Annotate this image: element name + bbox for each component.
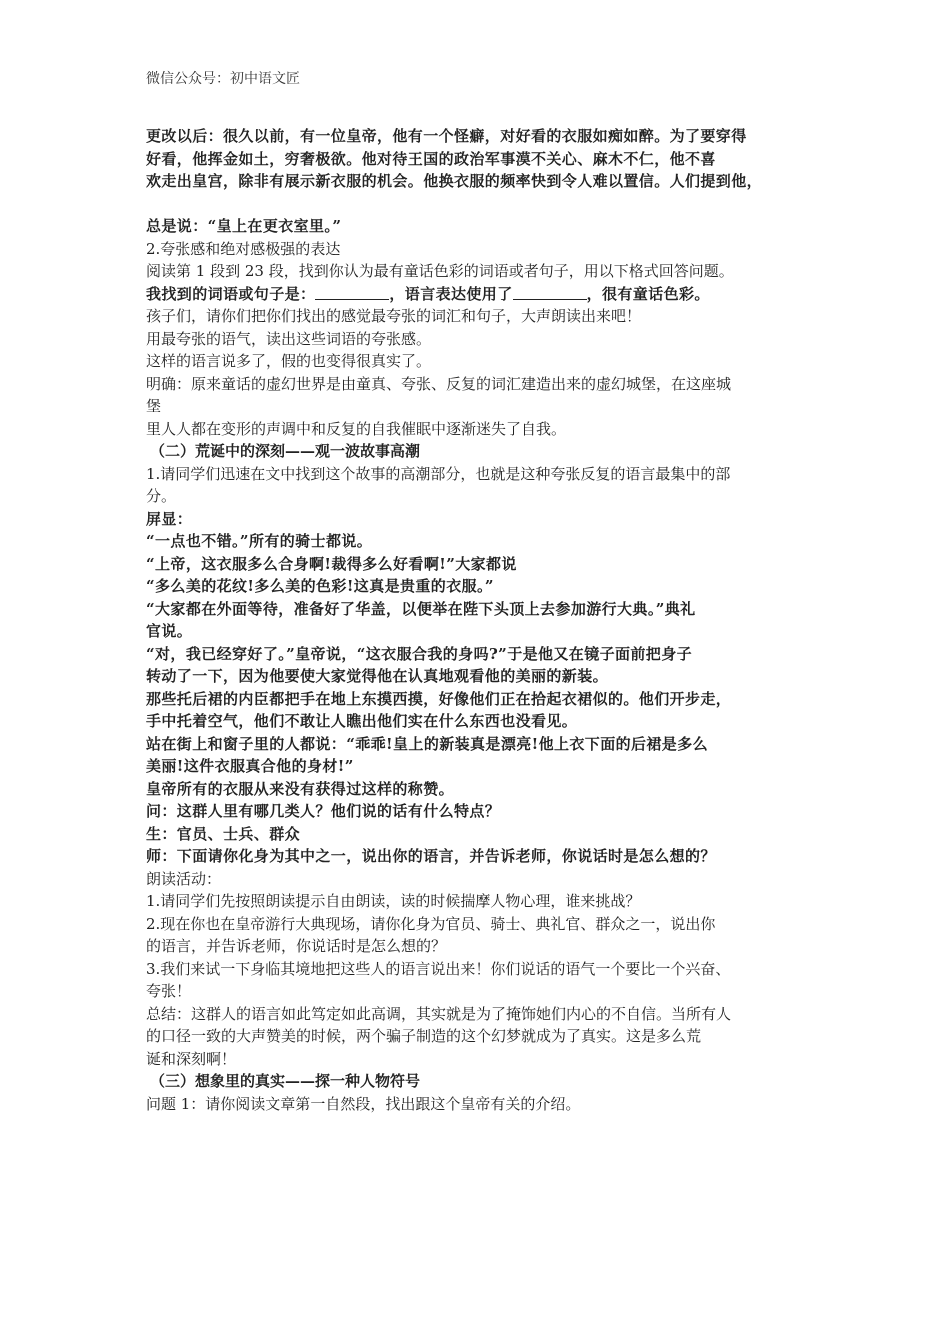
- text-line: 2.现在你也在皇帝游行大典现场，请你化身为官员、骑士、典礼官、群众之一，说出你: [146, 914, 716, 933]
- text-line: 这样的语言说多了，假的也变得很真实了。: [146, 352, 432, 370]
- section-heading: （三）想象里的真实——探一种人物符号: [150, 1072, 421, 1090]
- text-line: 分。: [146, 487, 177, 505]
- text-line: 那些托后裙的内臣都把手在地上东摸西摸，好像他们正在拾起衣裙似的。他们开步走，: [146, 689, 732, 708]
- text-line: 总是说：“皇上在更衣室里。”: [146, 217, 342, 235]
- text-line: 好看，他挥金如土，穷奢极欲。他对待王国的政治军事漠不关心、麻木不仁，他不喜: [146, 149, 716, 168]
- text-line: 堡: [146, 397, 162, 415]
- text-line: 3.我们来试一下身临其境地把这些人的语言说出来！你们说话的语气一个要比一个兴奋、: [146, 959, 731, 978]
- text-line: 朗读活动：: [146, 869, 222, 888]
- text-line: “大家都在外面等待，准备好了华盖，以便举在陛下头顶上去参加游行大典。”典礼: [146, 599, 696, 618]
- text-line: 皇帝所有的衣服从来没有获得过这样的称赞。: [146, 779, 455, 798]
- text-line: 站在街上和窗子里的人都说：“乖乖!皇上的新装真是漂亮!他上衣下面的后裙是多么: [146, 734, 709, 753]
- text-line: 欢走出皇宫，除非有展示新衣服的机会。他换衣服的频率快到令人难以置信。人们提到他，: [146, 172, 763, 190]
- text-line: 美丽!这件衣服真合他的身材!”: [146, 757, 354, 775]
- text-line: 诞和深刻啊！: [146, 1049, 237, 1068]
- section-heading: （二）荒诞中的深刻——观一波故事高潮: [150, 442, 421, 460]
- text-line: 孩子们，请你们把你们找出的感觉最夸张的词汇和句子，大声朗读出来吧！: [146, 307, 642, 325]
- text-line: 里人人都在变形的声调中和反复的自我催眠中逐渐迷失了自我。: [146, 419, 567, 438]
- text-line: 问题 1：请你阅读文章第一自然段，找出跟这个皇帝有关的介绍。: [146, 1094, 581, 1113]
- text-line: [146, 283, 810, 306]
- fill-in-blank: [513, 285, 587, 300]
- text-line: 的口径一致的大声赞美的时候，两个骗子制造的这个幻梦就成为了真实。这是多么荒: [146, 1027, 702, 1045]
- text-fragment: ，语言表达使用了: [389, 284, 513, 303]
- fill-in-blank: [315, 285, 389, 300]
- text-line: 夸张！: [146, 982, 192, 1000]
- text-line: 问：这群人里有哪几类人？他们说的话有什么特点？: [146, 802, 501, 820]
- text-line: 生：官员、士兵、群众: [146, 824, 301, 843]
- text-line: 官说。: [146, 622, 193, 640]
- text-fragment: ，很有童话色彩。: [586, 284, 710, 303]
- text-line: 2.夸张感和绝对感极强的表达: [146, 239, 341, 258]
- text-line: 转动了一下，因为他要使大家觉得他在认真地观看他的美丽的新装。: [146, 667, 609, 685]
- document-body: [146, 125, 810, 1115]
- page-header: 微信公众号：初中语文匠: [146, 71, 300, 87]
- text-line: 的语言，并告诉老师，你说话时是怎么想的？: [146, 937, 447, 955]
- text-line: “对，我已经穿好了。”皇帝说，“这衣服合我的身吗?”于是他又在镜子面前把身子: [146, 644, 693, 663]
- text-line: “一点也不错。”所有的骑士都说。: [146, 532, 373, 550]
- text-line: 总结：这群人的语言如此笃定如此高调，其实就是为了掩饰她们内心的不自信。当所有人: [146, 1004, 732, 1023]
- text-line: 明确：原来童话的虚幻世界是由童真、夸张、反复的词汇建造出来的虚幻城堡，在这座城: [146, 374, 732, 393]
- blank-line: [146, 193, 810, 216]
- text-line: 更改以后：很久以前，有一位皇帝，他有一个怪癖，对好看的衣服如痴如醉。为了要穿得: [146, 127, 747, 145]
- text-line: “多么美的花纹!多么美的色彩!这真是贵重的衣服。”: [146, 577, 494, 595]
- text-line: 师：下面请你化身为其中之一，说出你的语言，并告诉老师，你说话时是怎么想的？: [146, 847, 716, 865]
- text-line: 手中托着空气，他们不敢让人瞧出他们实在什么东西也没看见。: [146, 712, 578, 730]
- text-line: 阅读第 1 段到 23 段，找到你认为最有童话色彩的词语或者句子，用以下格式回答问题。: [146, 262, 734, 280]
- text-line: “上帝，这衣服多么合身啊!裁得多么好看啊!”大家都说: [146, 554, 517, 573]
- text-line: 1.请同学们先按照朗读提示自由朗读，读的时候揣摩人物心理，谁来挑战？: [146, 892, 641, 910]
- text-line: 屏显：: [146, 509, 193, 528]
- text-line: 1.请同学们迅速在文中找到这个故事的高潮部分，也就是这种夸张反复的语言最集中的部: [146, 464, 731, 483]
- text-fragment: 我找到的词语或句子是：: [146, 284, 316, 303]
- text-line: 用最夸张的语气，读出这些词语的夸张感。: [146, 329, 432, 348]
